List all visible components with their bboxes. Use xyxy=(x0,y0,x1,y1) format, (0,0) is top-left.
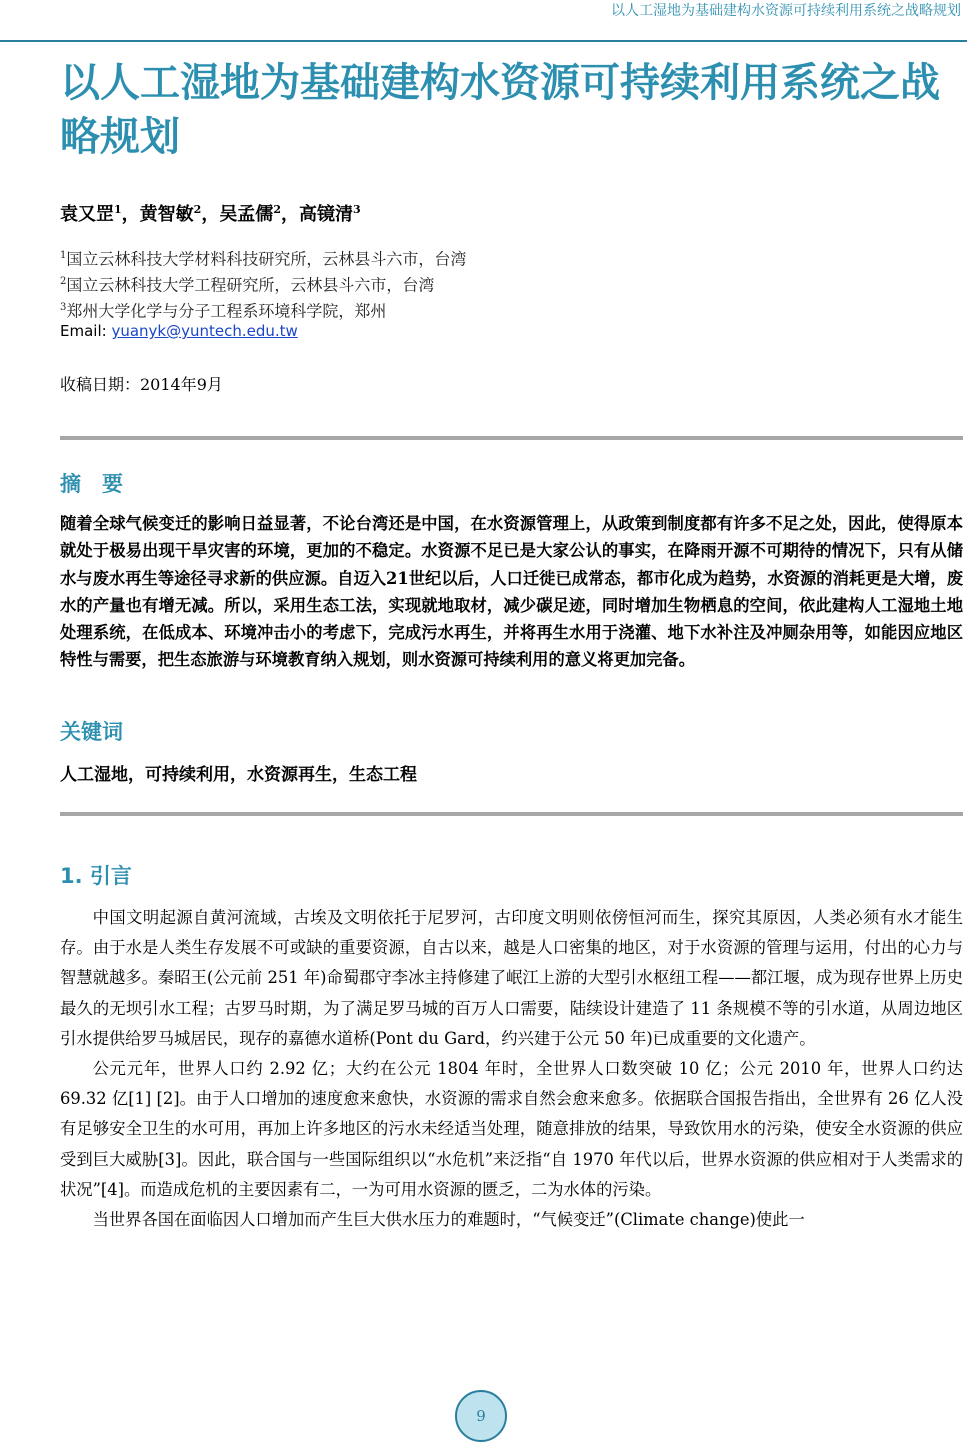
running-header: 以人工湿地为基础建构水资源可持续利用系统之战略规划 xyxy=(611,3,961,19)
paper-title: 以人工湿地为基础建构水资源可持续利用系统之战略规划 xyxy=(60,60,940,160)
section-heading-introduction: 1. 引言 xyxy=(60,864,132,888)
author-sup: 3 xyxy=(352,203,361,216)
author-name: 吴孟儒 xyxy=(219,204,274,225)
author-name: 袁又罡 xyxy=(60,204,114,225)
affiliation xyxy=(60,269,434,298)
author-sup: 2 xyxy=(273,203,281,216)
author-sup: 2 xyxy=(193,203,202,216)
divider xyxy=(60,436,963,440)
paragraph: 当世界各国在面临因人口增加而产生巨大供水压力的难题时，“气候变迁”(Climate change)使此一 xyxy=(92,1210,805,1230)
body-text xyxy=(60,903,963,1235)
abstract-heading: 摘 要 xyxy=(60,472,123,496)
email-link[interactable]: yuanyk@yuntech.edu.tw xyxy=(111,322,298,340)
affiliation-sup: 2 xyxy=(60,276,67,287)
author-name: 黄智敏 xyxy=(139,204,194,225)
email-label: Email: xyxy=(60,322,112,340)
received-date: 收稿日期：2014年9月 xyxy=(60,375,223,394)
author-name: 高镜清 xyxy=(298,204,353,225)
affiliation-text: 国立云林科技大学工程研究所，云林县斗六市，台湾 xyxy=(66,275,435,295)
author-separator: ， xyxy=(121,204,140,225)
email-line xyxy=(60,322,298,340)
affiliation-sup: 3 xyxy=(60,302,67,313)
affiliation-text: 国立云林科技大学材料科技研究所，云林县斗六市，台湾 xyxy=(66,249,467,269)
header-rule xyxy=(0,40,967,42)
divider xyxy=(60,812,963,816)
affiliation xyxy=(60,295,386,324)
affiliation xyxy=(60,243,466,272)
keywords-heading: 关键词 xyxy=(60,720,123,744)
author-sup: 1 xyxy=(114,203,122,216)
paragraph: 公元元年，世界人口约 2.92 亿；大约在公元 1804 年时，全世界人口数突破 10 亿；公元 2010 年，世界人口约达 69.32 亿[1] [2]。由于人口增加的速度愈来愈快，水资源的需求自然会愈来愈多。依据联合国报告指出，全世界有 26 亿人没有足够安全卫生的水可用，再加上许多地区的污水未经适当处理，随意排放的结果，导致饮用水的污染，使安全水资源的供应受到巨大威胁[3]。因此，联合国与一些国际组织以“水危机”来泛指“自 1970 年代以后，世界水资源的供应相对于人类需求的状况”[4]。而造成危机的主要因素有二，一为可用水资源的匮乏，二为水体的污染。 xyxy=(60,1059,963,1199)
paragraph: 中国文明起源自黄河流域，古埃及文明依托于尼罗河，古印度文明则依傍恒河而生，探究其原因，人类必须有水才能生存。由于水是人类生存发展不可或缺的重要资源，自古以来，越是人口密集的地区，对于水资源的管理与运用，付出的心力与智慧就越多。秦昭王(公元前 251 年)命蜀郡守李冰主持修建了岷江上游的大型引水枢纽工程——都江堰，成为现存世界上历史最久的无坝引水工程；古罗马时期，为了满足罗马城的百万人口需要，陆续设计建造了 11 条规模不等的引水道，从周边地区引水提供给罗马城居民，现存的嘉德水道桥(Pont du Gard，约兴建于公元 50 年)已成重要的文化遗产。 xyxy=(60,908,963,1048)
keywords-text: 人工湿地，可持续利用，水资源再生，生态工程 xyxy=(60,765,417,785)
author-separator: ， xyxy=(201,204,220,225)
affiliation-text: 郑州大学化学与分子工程系环境科学院，郑州 xyxy=(66,301,387,321)
affiliation-sup: 1 xyxy=(60,250,67,261)
author-separator: ， xyxy=(280,204,299,225)
page-number: 9 xyxy=(455,1390,507,1442)
author-list xyxy=(60,200,361,226)
abstract-text: 随着全球气候变迁的影响日益显著，不论台湾还是中国，在水资源管理上，从政策到制度都有许多不足之处，因此，使得原本就处于极易出现干旱灾害的环境，更加的不稳定。水资源不足已是大家公认的事实，在降雨开源不可期待的情况下，只有从储水与废水再生等途径寻求新的供应源。自迈入21世纪以后，人口迁徙已成常态，都市化成为趋势，水资源的消耗更是大增，废水的产量也有增无减。所以，采用生态工法，实现就地取材，减少碳足迹，同时增加生物栖息的空间，依此建构人工湿地土地处理系统，在低成本、环境冲击小的考虑下，完成污水再生，并将再生水用于浇灌、地下水补注及冲厕杂用等，如能因应地区特性与需要，把生态旅游与环境教育纳入规划，则水资源可持续利用的意义将更加完备。 xyxy=(60,514,963,670)
